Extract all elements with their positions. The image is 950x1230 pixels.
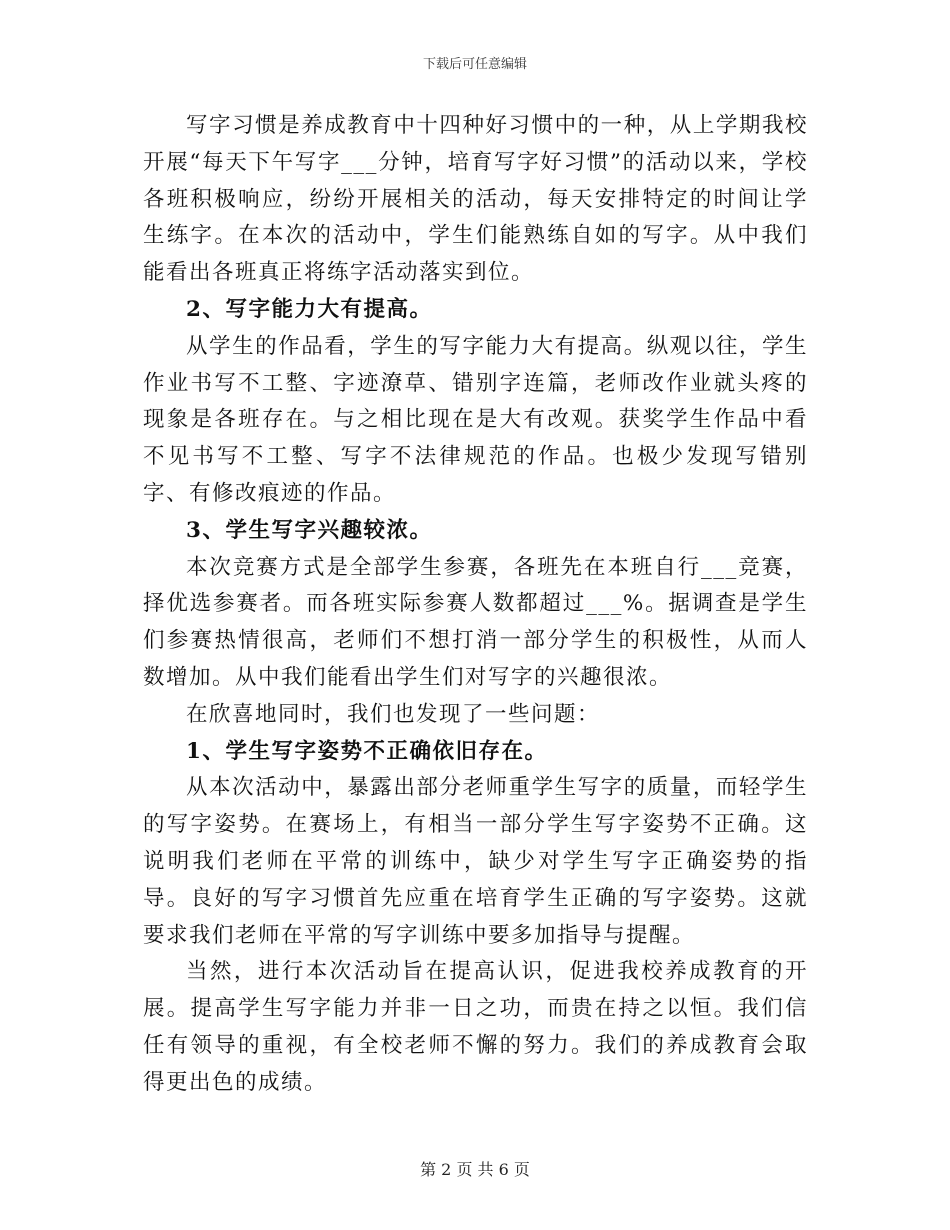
paragraph-posture-problem: 从本次活动中，暴露出部分老师重学生写字的质量，而轻学生的写字姿势。在赛场上，有相当一部分学生写字姿势不正确。这说明我们老师在平常的训练中，缺少对学生写字正确姿势的指导。良好的写字习惯首先应重在培育学生正确的写字姿势。这就要求我们老师在平常的写字训练中要多加指导与提醒。 [143,775,808,948]
document-body [143,108,808,1102]
heading-writing-interest: 3、学生写字兴趣较浓。 [186,517,433,543]
paragraph-problems-intro: 在欣喜地同时，我们也发现了一些问题： [186,701,601,727]
page-header: 下载后可任意编辑 [422,57,527,72]
heading-writing-ability: 2、写字能力大有提高。 [186,296,433,322]
paragraph-writing-ability: 从学生的作品看，学生的写字能力大有提高。纵观以往，学生作业书写不工整、字迹潦草、错别字连篇，老师改作业就头疼的现象是各班存在。与之相比现在是大有改观。获奖学生作品中看不见书写不工整、写字不法律规范的作品。也极少发现写错别字、有修改痕迹的作品。 [143,333,808,506]
paragraph-intro: 写字习惯是养成教育中十四种好习惯中的一种，从上学期我校开展“每天下午写字___分钟，培育写字好习惯”的活动以来，学校各班积极响应，纷纷开展相关的活动，每天安排特定的时间让学生练字。在本次的活动中，学生们能熟练自如的写字。从中我们能看出各班真正将练字活动落实到位。 [143,113,808,286]
paragraph-writing-interest: 本次竞赛方式是全部学生参赛，各班先在本班自行___竞赛，择优选参赛者。而各班实际参赛人数都超过___%。据调查是学生们参赛热情很高，老师们不想打消一部分学生的积极性，从而人数增加。从中我们能看出学生们对写字的兴趣很浓。 [143,554,808,690]
paragraph-conclusion: 当然，进行本次活动旨在提高认识，促进我校养成教育的开展。提高学生写字能力并非一日之功，而贵在持之以恒。我们信任有领导的重视，有全校老师不懈的努力。我们的养成教育会取得更出色的成绩。 [143,959,808,1095]
heading-posture-problem: 1、学生写字姿势不正确依旧存在。 [186,738,548,764]
page-footer: 第 2 页 共 6 页 [420,1160,530,1179]
